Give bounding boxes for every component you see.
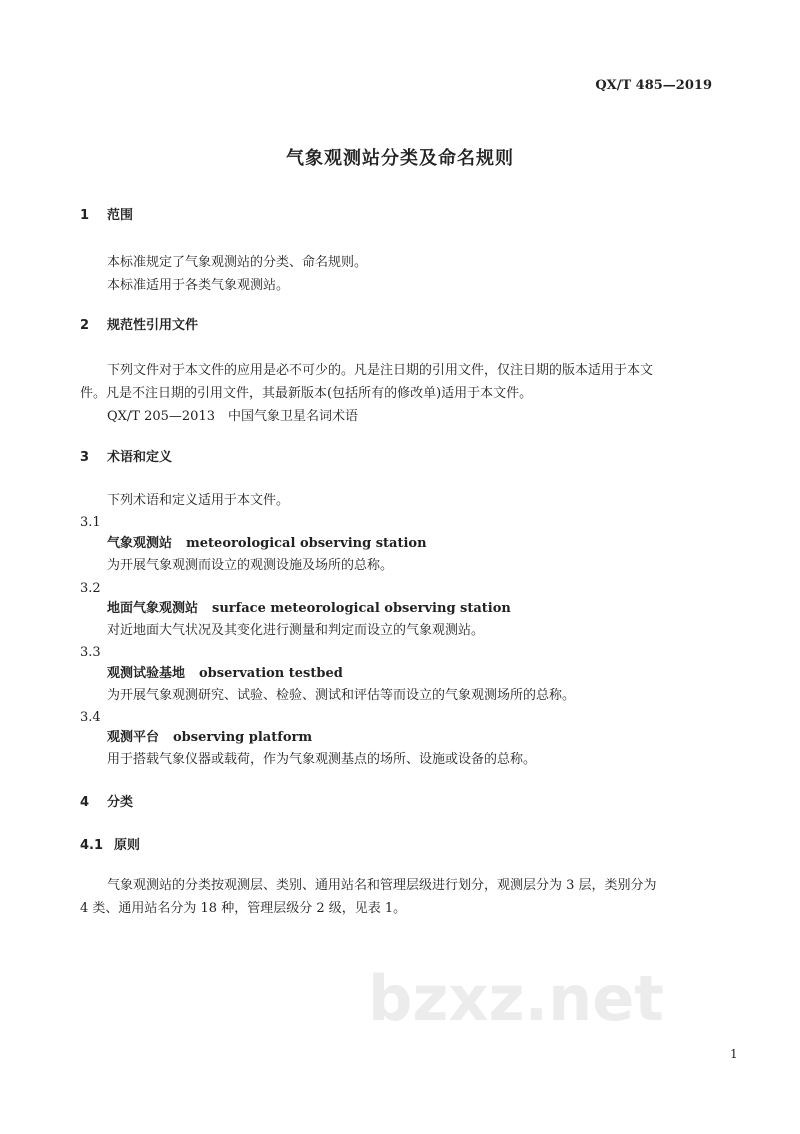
subsection-number: 4.1: [80, 838, 104, 853]
page-number: 1: [730, 1047, 738, 1061]
section-3-number: 3: [80, 450, 90, 465]
section-1-number: 1: [80, 208, 90, 223]
paragraph-line: 气象观测站的分类按观测层、类别、通用站名和管理层级进行划分，观测层分为 3 层，类别分为: [107, 878, 657, 893]
term-en: observation testbed: [199, 666, 343, 681]
term-title: [107, 666, 343, 682]
paragraph-line: 件。凡是不注日期的引用文件，其最新版本(包括所有的修改单)适用于本文件。: [80, 386, 533, 401]
term-zh: 气象观测站: [107, 536, 173, 551]
subsection-heading: 原则: [114, 838, 141, 853]
term-definition: 对近地面大气状况及其变化进行测量和判定而设立的气象观测站。: [107, 623, 485, 638]
reference-item: QX/T 205—2013 中国气象卫星名词术语: [107, 409, 358, 424]
section-3-heading: 术语和定义: [107, 450, 173, 465]
section-1-heading: 范围: [107, 208, 134, 223]
document-number: QX/T 485—2019: [595, 78, 712, 93]
term-en: observing platform: [173, 730, 313, 745]
paragraph-line: 下列术语和定义适用于本文件。: [107, 493, 290, 508]
document-title: 气象观测站分类及命名规则: [286, 148, 514, 169]
term-number: 3.2: [80, 581, 101, 596]
term-definition: 为开展气象观测研究、试验、检验、测试和评估等而设立的气象观测场所的总称。: [107, 688, 576, 703]
paragraph-line: 下列文件对于本文件的应用是必不可少的。凡是注日期的引用文件，仅注日期的版本适用于本文: [107, 363, 654, 378]
term-title: [107, 730, 312, 746]
paragraph-line: 4 类、通用站名分为 18 种，管理层级分 2 级，见表 1。: [80, 901, 407, 916]
section-2-heading: 规范性引用文件: [107, 318, 199, 333]
term-number: 3.1: [80, 515, 101, 530]
term-en: surface meteorological observing station: [212, 601, 511, 616]
section-2-number: 2: [80, 318, 90, 333]
paragraph-line: 本标准适用于各类气象观测站。: [107, 278, 290, 293]
term-en: meteorological observing station: [186, 536, 427, 551]
term-definition: 为开展气象观测而设立的观测设施及场所的总称。: [107, 558, 394, 573]
section-4-heading: 分类: [107, 795, 134, 810]
term-number: 3.3: [80, 645, 101, 660]
term-definition: 用于搭载气象仪器或载荷，作为气象观测基点的场所、设施或设备的总称。: [107, 752, 537, 767]
section-4-number: 4: [80, 795, 90, 810]
term-number: 3.4: [80, 710, 101, 725]
term-zh: 观测平台: [107, 730, 160, 745]
watermark: bzxz.net: [368, 962, 664, 1035]
term-title: [107, 536, 427, 552]
term-zh: 地面气象观测站: [107, 601, 199, 616]
term-title: [107, 601, 511, 617]
paragraph-line: 本标准规定了气象观测站的分类、命名规则。: [107, 255, 368, 270]
term-zh: 观测试验基地: [107, 666, 186, 681]
